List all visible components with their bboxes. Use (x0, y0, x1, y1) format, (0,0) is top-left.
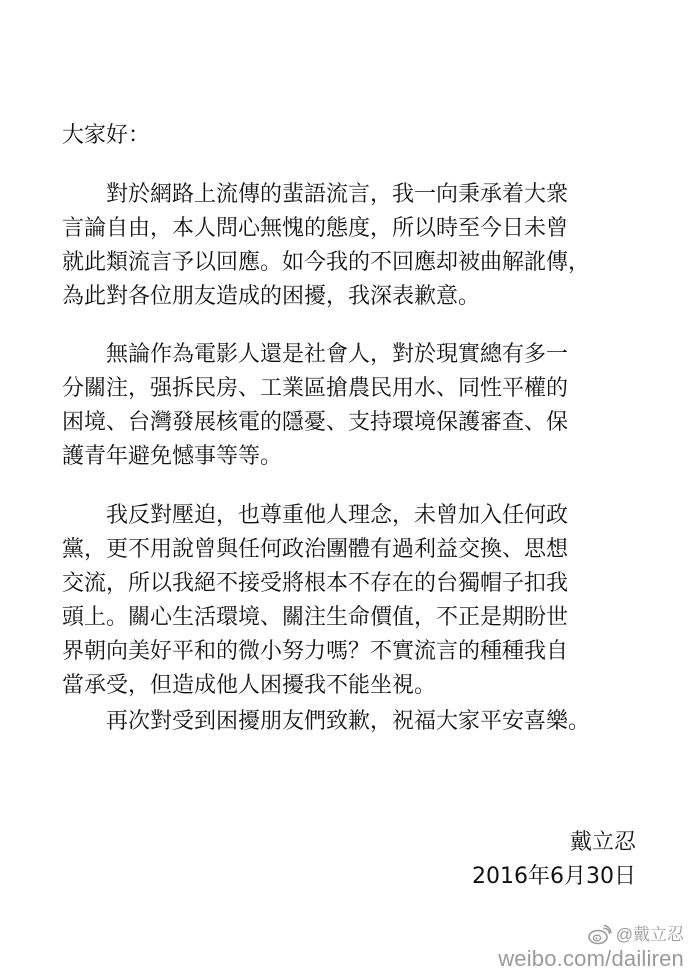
weibo-logo-icon (588, 924, 612, 946)
paragraph-line: 我反對壓迫，也尊重他人理念，未曾加入任何政 (62, 503, 569, 528)
paragraph-line: 再次對受到困擾朋友們致歉，祝福大家平安喜樂。 (62, 709, 591, 734)
paragraph-line: 頭上。關心生活環境、關注生命價值，不正是期盼世 (62, 605, 569, 630)
paragraph-2 (62, 338, 642, 474)
signature-name: 戴立忍 (569, 830, 636, 855)
signature-date: 2016年6月30日 (472, 864, 636, 889)
paragraph-line: 交流，所以我絕不接受將根本不存在的台獨帽子扣我 (62, 571, 569, 596)
signature-block (472, 826, 636, 894)
paragraph-line: 黨，更不用說曾與任何政治團體有過利益交換、思想 (62, 537, 569, 562)
paragraph-line: 無論作為電影人還是社會人，對於現實總有多一 (62, 342, 569, 367)
paragraph-line: 就此類流言予以回應。如今我的不回應却被曲解訛傳， (62, 250, 591, 275)
paragraph-4 (62, 705, 642, 739)
weibo-account: @戴立忍 (615, 925, 684, 944)
paragraph-line: 分關注，强拆民房、工業區搶農民用水、同性平權的 (62, 376, 569, 401)
weibo-url: weibo.com/dailiren (498, 946, 684, 971)
paragraph-line: 界朝向美好平和的微小努力嗎？不實流言的種種我自 (62, 639, 569, 664)
paragraph-1 (62, 178, 642, 314)
paragraph-line: 護青年避免憾事等等。 (62, 444, 283, 469)
paragraph-line: 當承受，但造成他人困擾我不能坐視。 (62, 673, 437, 698)
paragraph-line: 對於網路上流傳的蜚語流言，我一向秉承着大衆 (62, 182, 569, 207)
paragraph-3 (62, 499, 642, 703)
letter-greeting: 大家好： (62, 123, 151, 148)
weibo-watermark (498, 924, 684, 972)
paragraph-line: 言論自由，本人問心無愧的態度，所以時至今日未曾 (62, 216, 569, 241)
paragraph-line: 為此對各位朋友造成的困擾，我深表歉意。 (62, 284, 481, 309)
paragraph-line: 困境、台灣發展核電的隱憂、支持環境保護審查、保 (62, 410, 569, 435)
